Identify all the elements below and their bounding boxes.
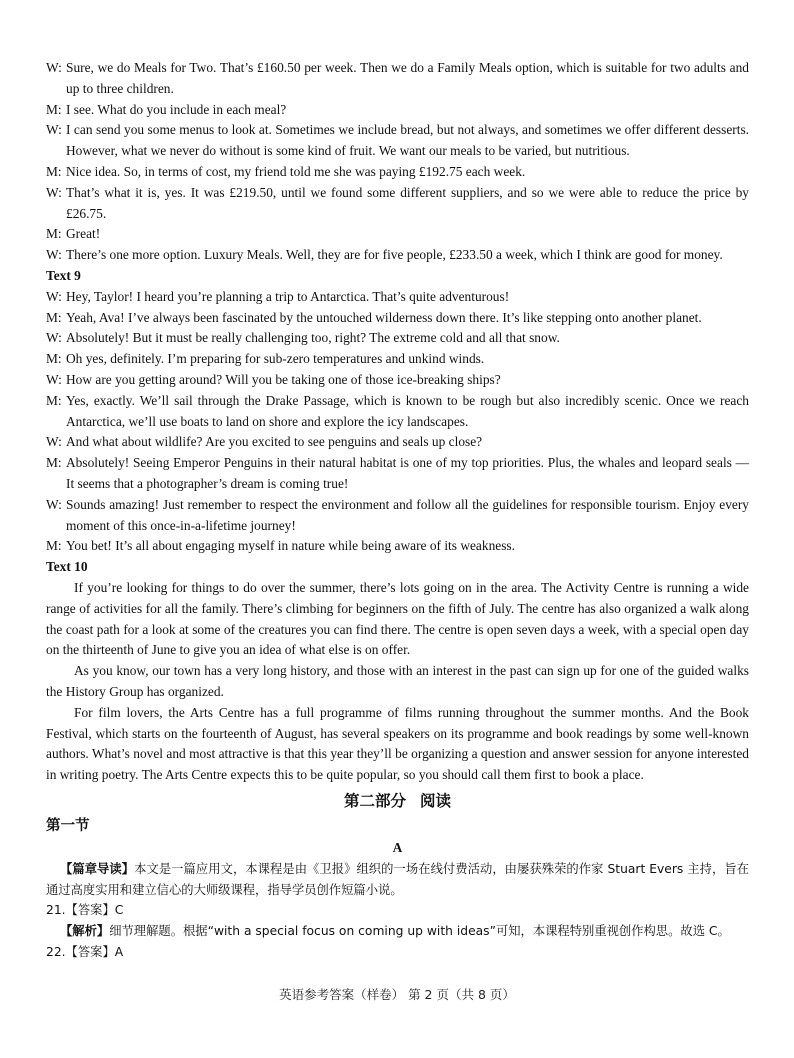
- dialogue-line: [46, 162, 749, 183]
- speaker: W:: [46, 60, 62, 75]
- speaker: M:: [46, 351, 62, 367]
- part-name: 阅读: [420, 791, 452, 810]
- utterance: Great!: [66, 226, 101, 242]
- answer-key-page: [46, 58, 749, 963]
- utterance: Hey, Taylor! I heard you’re planning a trip to Antarctica. That’s quite adventurous!: [66, 288, 510, 304]
- utterance: Yeah, Ava! I’ve always been fascinated by the untouched wilderness down there. It’s like stepping onto another planet.: [66, 309, 702, 325]
- text8-dialogue: [46, 58, 749, 266]
- speaker: M:: [46, 163, 62, 179]
- analysis-text: 细节理解题。根据“with a special focus on coming up with ideas”可知，本课程特别重视创作构思。故选 C。: [109, 924, 730, 939]
- text10-heading: Text 10: [46, 559, 88, 575]
- utterance: That’s what it is, yes. It was £219.50, until we found some different suppliers, and so we were able to reduce the price by £26.75.: [66, 184, 749, 221]
- dialogue-line: [46, 536, 749, 557]
- dialogue-line: [46, 495, 749, 537]
- dialogue-line: [46, 100, 749, 121]
- section-title: 第一节: [46, 817, 90, 834]
- paragraph: For film lovers, the Arts Centre has a full programme of films running throughout the summer months. And the Book Festival, which starts on the fourteenth of August, has several speakers on its programme and book readings by some well-known authors. What’s novel and most attractive is that this year they’ll be organizing a question and answer session for anyone interested in writing poetry. The Arts Centre expects this to be quite popular, so you should call them first to book a place.: [46, 704, 749, 783]
- text9-section: [46, 266, 749, 557]
- utterance: Absolutely! But it must be really challenging too, right? The extreme cold and all that snow.: [66, 330, 560, 346]
- speaker: M:: [46, 226, 62, 242]
- speaker: M:: [46, 392, 62, 408]
- utterance: Yes, exactly. We’ll sail through the Drake Passage, which is known to be rough but also incredibly scenic. Once we reach Antarctica, we’ll use boats to land on shore and explore the icy landscapes.: [66, 392, 749, 429]
- text10-section: [46, 557, 749, 786]
- utterance: Oh yes, definitely. I’m preparing for sub-zero temperatures and unkind winds.: [66, 351, 485, 367]
- speaker: W:: [46, 371, 62, 387]
- speaker: W:: [46, 434, 62, 450]
- dialogue-line: [46, 349, 749, 370]
- utterance: Sure, we do Meals for Two. That’s £160.50 per week. Then we do a Family Meals option, which is suitable for two adults and up to three children.: [66, 60, 749, 96]
- utterance: And what about wildlife? Are you excited to see penguins and seals up close?: [66, 434, 483, 450]
- paragraph: As you know, our town has a very long history, and those with an interest in the past can sign up for one of the guided walks the History Group has organized.: [46, 663, 749, 699]
- passage-letter: A: [392, 839, 403, 855]
- dialogue-line: [46, 391, 749, 433]
- speaker: W:: [46, 247, 62, 263]
- utterance: There’s one more option. Luxury Meals. Well, they are for five people, £233.50 a week, which I think are good for money.: [66, 247, 723, 263]
- dialogue-line: [46, 370, 749, 391]
- guide-text: 本文是一篇应用文，本课程是由《卫报》组织的一场在线付费活动，由屡获殊荣的作家 Stuart Evers 主持，旨在通过高度实用和建立信心的大师级课程，指导学员创作短篇小说。: [46, 861, 749, 897]
- speaker: W:: [46, 330, 62, 346]
- speaker: M:: [46, 455, 62, 471]
- dialogue-line: [46, 183, 749, 225]
- dialogue-line: [46, 308, 749, 329]
- dialogue-line: [46, 120, 749, 162]
- dialogue-line: [46, 432, 749, 453]
- dialogue-line: [46, 58, 749, 100]
- utterance: Nice idea. So, in terms of cost, my friend told me she was paying £192.75 each week.: [66, 163, 526, 179]
- guide-label: 【篇章导读】: [60, 861, 135, 876]
- passage-guide: [46, 859, 749, 901]
- speaker: M:: [46, 309, 62, 325]
- utterance: You bet! It’s all about engaging myself in nature while being aware of its weakness.: [66, 538, 515, 554]
- answer-21: 21.【答案】C: [46, 903, 124, 918]
- analysis-label: 【解析】: [60, 924, 110, 939]
- paragraph: If you’re looking for things to do over the summer, there’s lots going on in the area. The Activity Centre is running a wide range of activities for all the family. There’s climbing for beginners on the fifth of July. The centre has also organized a walk along the coast path for a look at some of the creatures you can find there. The centre is open seven days a week, with a special open day on the thirteenth of June to give you an idea of what else is on offer.: [46, 579, 749, 658]
- utterance: Sounds amazing! Just remember to respect the environment and follow all the guidelines for responsible tourism. Enjoy every moment of this once-in-a-lifetime journey!: [66, 496, 749, 533]
- part-number: 第二部分: [343, 791, 406, 810]
- utterance: I can send you some menus to look at. Sometimes we include bread, but not always, and sometimes we offer different desserts. However, what we never do without is some kind of fruit. We want our meals to be varied, but nutritious.: [66, 122, 749, 159]
- speaker: W:: [46, 122, 62, 138]
- speaker: W:: [46, 288, 62, 304]
- dialogue-line: [46, 287, 749, 308]
- utterance: I see. What do you include in each meal?: [66, 101, 287, 117]
- dialogue-line: [46, 328, 749, 349]
- part-title: [46, 789, 749, 813]
- answer-22: 22.【答案】A: [46, 945, 124, 960]
- speaker: M:: [46, 538, 62, 554]
- text9-heading: Text 9: [46, 267, 81, 283]
- speaker: M:: [46, 101, 62, 117]
- speaker: W:: [46, 496, 62, 512]
- utterance: Absolutely! Seeing Emperor Penguins in their natural habitat is one of my top priorities. Plus, the whales and leopard seals —It seems that a photographer’s dream is coming true!: [66, 455, 749, 491]
- page-footer: 英语参考答案（样卷） 第 2 页（共 8 页）: [279, 987, 515, 1002]
- dialogue-line: [46, 224, 749, 245]
- utterance: How are you getting around? Will you be taking one of those ice-breaking ships?: [66, 371, 501, 387]
- dialogue-line: [46, 245, 749, 266]
- speaker: W:: [46, 184, 62, 200]
- dialogue-line: [46, 453, 749, 495]
- analysis-21: [46, 921, 749, 942]
